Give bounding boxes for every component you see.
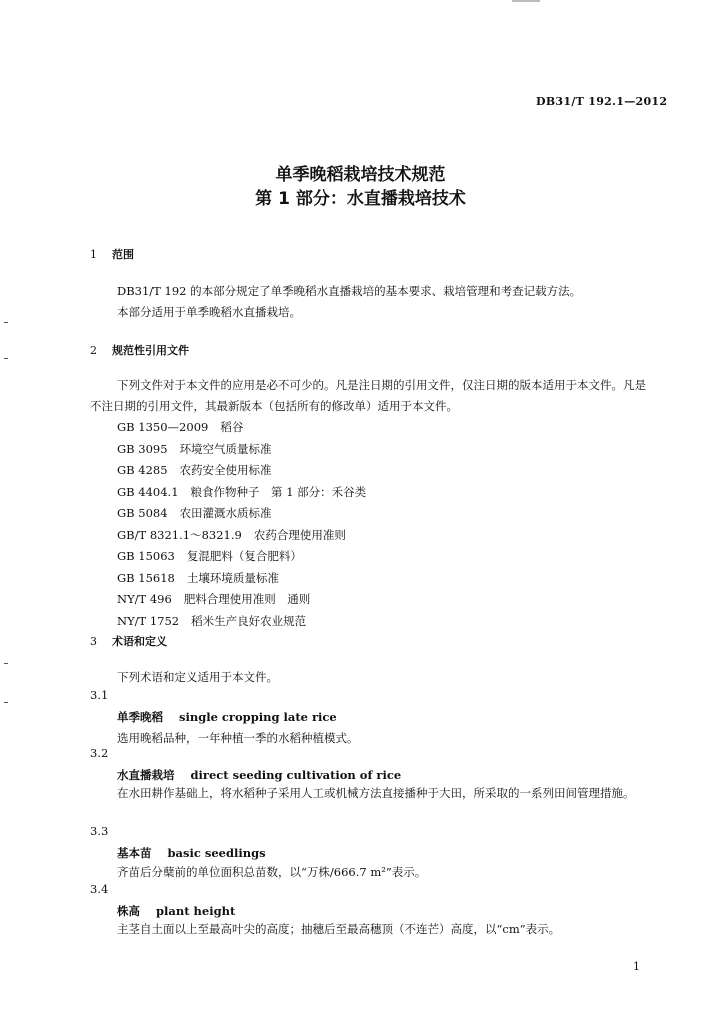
term-heading <box>117 767 401 783</box>
term-number: 3.3 <box>90 824 109 838</box>
reference-code: GB 1350—2009 <box>117 420 209 434</box>
term-en: direct seeding cultivation of rice <box>190 768 402 782</box>
reference-item <box>117 570 279 586</box>
term-definition: 主茎自土面以上至最高叶尖的高度；抽穗后至最高穗顶（不连芒）高度，以“cm”表示。 <box>117 922 561 936</box>
scan-mark <box>4 663 8 664</box>
section-3-heading <box>90 633 167 649</box>
reference-code: NY/T 496 <box>117 592 172 606</box>
term-number: 3.4 <box>90 882 109 896</box>
section-2-heading <box>90 342 189 358</box>
scan-mark <box>4 322 8 323</box>
reference-item <box>117 505 272 521</box>
reference-name: 土壤环境质量标准 <box>186 571 279 585</box>
reference-name: 复混肥料（复合肥料） <box>186 549 302 563</box>
reference-item <box>117 419 243 435</box>
reference-code: GB 15618 <box>117 571 175 585</box>
reference-name: 农药安全使用标准 <box>179 463 272 477</box>
term-heading <box>117 903 235 919</box>
term-cn: 株高 <box>117 904 140 918</box>
term-en: basic seedlings <box>167 846 266 860</box>
term-definition: 齐苗后分蘖前的单位面积总苗数，以“万株/666.7 m²”表示。 <box>117 865 427 879</box>
term-heading <box>117 709 337 725</box>
reference-code: GB 4404.1 <box>117 485 179 499</box>
reference-item <box>117 548 302 564</box>
scope-paragraph-2: 本部分适用于单季晚稻水直播栽培。 <box>117 305 301 319</box>
reference-code: GB/T 8321.1～8321.9 <box>117 528 242 542</box>
term-cn: 基本苗 <box>117 846 152 860</box>
reference-name: 肥料合理使用准则 通则 <box>183 592 311 606</box>
term-en: plant height <box>156 904 236 918</box>
title-line-1: 单季晚稻栽培技术规范 <box>275 165 446 185</box>
reference-item <box>117 613 306 629</box>
reference-item <box>117 462 272 478</box>
scan-artifact-bar <box>512 0 540 2</box>
section-title: 范围 <box>112 248 134 261</box>
standard-code: DB31/T 192.1—2012 <box>536 95 668 108</box>
section-number: 1 <box>90 248 97 261</box>
reference-item <box>117 484 366 500</box>
section-title: 规范性引用文件 <box>112 344 189 357</box>
section-number: 3 <box>90 635 97 648</box>
section-1-heading <box>90 246 134 262</box>
reference-name: 农药合理使用准则 <box>253 528 346 542</box>
references-intro: 下列文件对于本文件的应用是必不可少的。凡是注日期的引用文件，仅注日期的版本适用于本文件。凡是不注日期的引用文件，其最新版本（包括所有的修改单）适用于本文件。 <box>90 378 646 413</box>
reference-item <box>117 527 346 543</box>
term-number: 3.1 <box>90 688 109 702</box>
reference-code: NY/T 1752 <box>117 614 180 628</box>
term-heading <box>117 845 266 861</box>
title-line-2: 第 1 部分：水直播栽培技术 <box>255 189 466 209</box>
reference-name: 环境空气质量标准 <box>179 442 272 456</box>
scan-mark <box>4 358 8 359</box>
section-title: 术语和定义 <box>112 635 167 648</box>
reference-name: 稻谷 <box>220 420 244 434</box>
term-en: single cropping late rice <box>179 710 337 724</box>
reference-item <box>117 441 272 457</box>
term-cn: 水直播栽培 <box>117 768 175 782</box>
reference-code: GB 15063 <box>117 549 175 563</box>
term-cn: 单季晚稻 <box>117 710 163 724</box>
terms-intro: 下列术语和定义适用于本文件。 <box>117 670 278 684</box>
reference-code: GB 5084 <box>117 506 168 520</box>
reference-name: 稻米生产良好农业规范 <box>191 614 307 628</box>
reference-code: GB 3095 <box>117 442 168 456</box>
term-number: 3.2 <box>90 746 109 760</box>
reference-name: 粮食作物种子 第 1 部分：禾谷类 <box>190 485 367 499</box>
reference-name: 农田灌溉水质标准 <box>179 506 272 520</box>
reference-item <box>117 591 310 607</box>
scan-mark <box>4 702 8 703</box>
section-number: 2 <box>90 344 97 357</box>
term-definition: 在水田耕作基础上，将水稻种子采用人工或机械方法直接播种于大田，所采取的一系列田间管理措施。 <box>117 786 635 800</box>
term-definition: 选用晚稻品种，一年种植一季的水稻种植模式。 <box>117 731 359 745</box>
page-number: 1 <box>633 960 640 973</box>
reference-code: GB 4285 <box>117 463 168 477</box>
scope-paragraph-1: DB31/T 192 的本部分规定了单季晚稻水直播栽培的基本要求、栽培管理和考查记载方法。 <box>117 284 582 298</box>
